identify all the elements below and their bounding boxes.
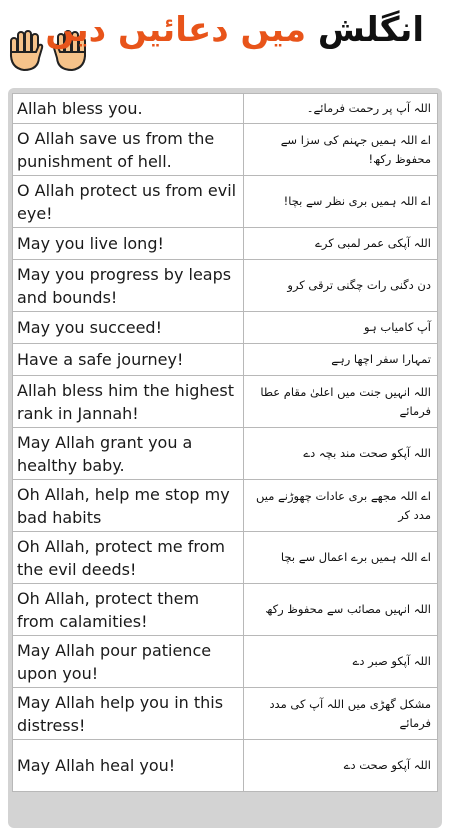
table-row <box>13 312 438 344</box>
table-row <box>13 176 438 228</box>
urdu-translation: آپ کامیاب ہو <box>244 312 438 344</box>
english-phrase: Allah bless him the highest rank in Jannah! <box>13 376 244 428</box>
english-phrase: May you succeed! <box>13 312 244 344</box>
urdu-translation: اللہ آپکو صحت مند بچہ دے <box>244 428 438 480</box>
raised-hand-icon <box>6 28 46 72</box>
title-word-prayers: میں دعائیں دیں <box>45 10 307 50</box>
urdu-translation: اللہ انہیں جنت میں اعلیٰ مقام عطا فرمائے <box>244 376 438 428</box>
urdu-translation: اللہ آپ پر رحمت فرمائے۔ <box>244 94 438 124</box>
table-row <box>13 480 438 532</box>
page-title <box>45 10 424 50</box>
english-phrase: May you live long! <box>13 228 244 260</box>
urdu-translation: اللہ آپکی عمر لمبی کرے <box>244 228 438 260</box>
urdu-translation: اے اللہ ہمیں بری نظر سے بچا! <box>244 176 438 228</box>
english-phrase: May Allah heal you! <box>13 740 244 792</box>
english-phrase: May Allah grant you a healthy baby. <box>13 428 244 480</box>
title-word-english: انگلش <box>317 10 424 50</box>
english-phrase: Oh Allah, help me stop my bad habits <box>13 480 244 532</box>
urdu-translation: تمہارا سفر اچھا رہے <box>244 344 438 376</box>
phrase-table-frame <box>8 88 442 828</box>
table-row <box>13 688 438 740</box>
table-row <box>13 532 438 584</box>
table-row <box>13 94 438 124</box>
table-row <box>13 344 438 376</box>
table-row <box>13 428 438 480</box>
table-row <box>13 584 438 636</box>
english-phrase: Allah bless you. <box>13 94 244 124</box>
english-phrase: O Allah save us from the punishment of hell. <box>13 124 244 176</box>
english-phrase: O Allah protect us from evil eye! <box>13 176 244 228</box>
urdu-translation: اللہ انہیں مصائب سے محفوظ رکھ <box>244 584 438 636</box>
english-phrase: May you progress by leaps and bounds! <box>13 260 244 312</box>
urdu-translation: اے اللہ ہمیں جہنم کی سزا سے محفوظ رکھ! <box>244 124 438 176</box>
urdu-translation: مشکل گھڑی میں اللہ آپ کی مدد فرمائے <box>244 688 438 740</box>
english-phrase: Oh Allah, protect them from calamities! <box>13 584 244 636</box>
english-phrase: Have a safe journey! <box>13 344 244 376</box>
urdu-translation: دن دگنی رات چگنی ترقی کرو <box>244 260 438 312</box>
english-phrase: Oh Allah, protect me from the evil deeds! <box>13 532 244 584</box>
table-row <box>13 228 438 260</box>
urdu-translation: اللہ آپکو صبر دے <box>244 636 438 688</box>
urdu-translation: اے اللہ ہمیں برے اعمال سے بچا <box>244 532 438 584</box>
table-row <box>13 124 438 176</box>
english-phrase: May Allah help you in this distress! <box>13 688 244 740</box>
urdu-translation: اے اللہ مجھے بری عادات چھوڑنے میں مدد کر <box>244 480 438 532</box>
english-phrase: May Allah pour patience upon you! <box>13 636 244 688</box>
phrase-table <box>12 93 438 792</box>
table-row <box>13 260 438 312</box>
urdu-translation: اللہ آپکو صحت دے <box>244 740 438 792</box>
table-row <box>13 376 438 428</box>
table-row <box>13 636 438 688</box>
table-row <box>13 740 438 792</box>
header <box>0 0 450 86</box>
